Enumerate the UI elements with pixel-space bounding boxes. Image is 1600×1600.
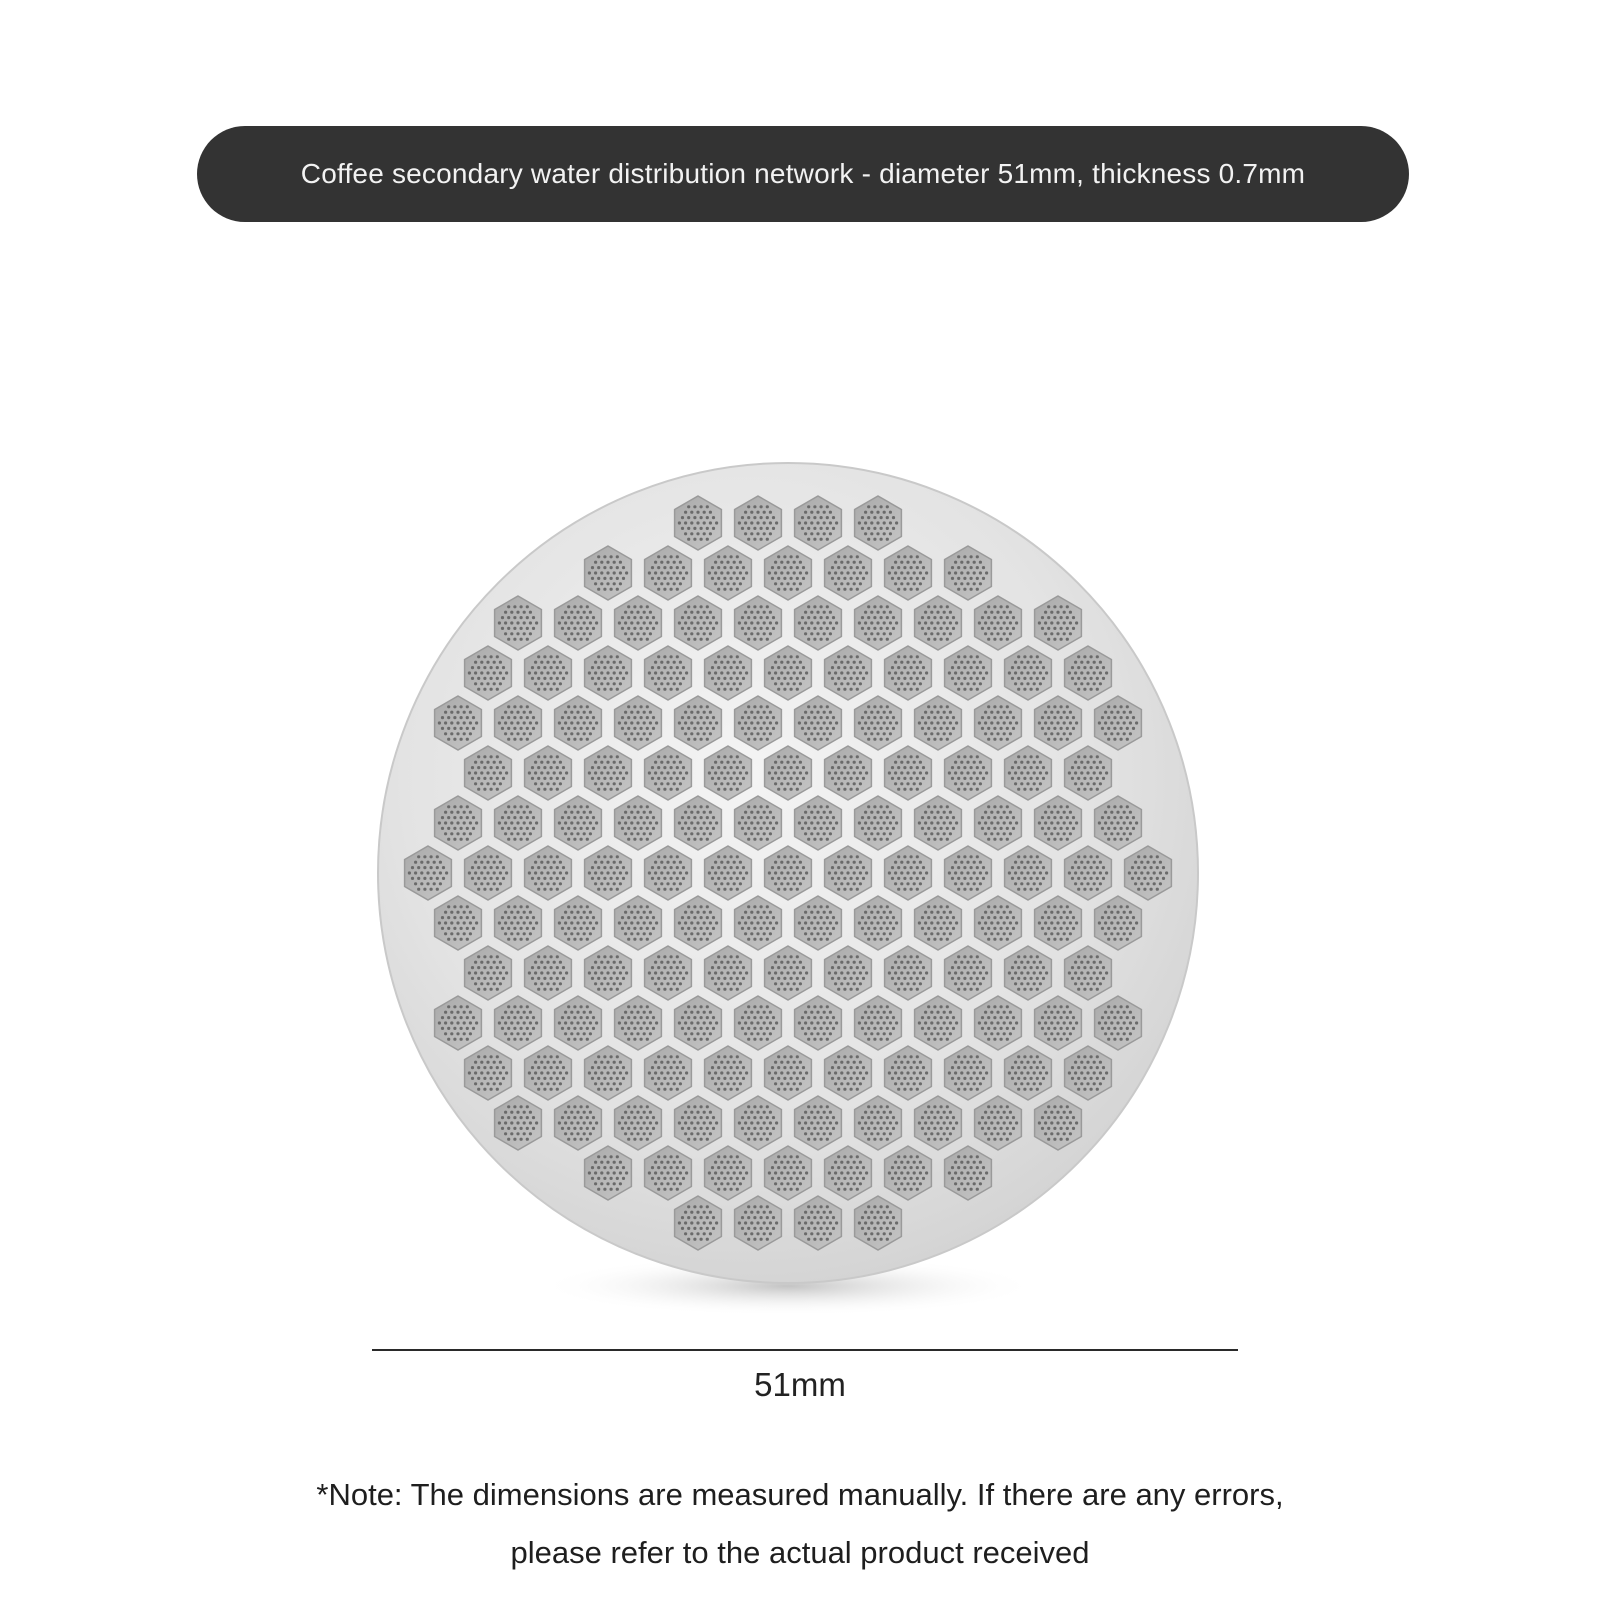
dimension-label: 51mm <box>754 1366 846 1403</box>
honeycomb-filter-screen-icon <box>370 436 1230 1336</box>
title-banner <box>197 126 1409 222</box>
product-image <box>370 436 1230 1336</box>
note-line-1: *Note: The dimensions are measured manually. If there are any errors, <box>316 1477 1284 1512</box>
measurement-note <box>0 1466 1600 1582</box>
note-line-2: please refer to the actual product received <box>510 1535 1090 1570</box>
banner-title: Coffee secondary water distribution network - diameter 51mm, thickness 0.7mm <box>300 158 1306 189</box>
dimension-line <box>372 1349 1238 1351</box>
